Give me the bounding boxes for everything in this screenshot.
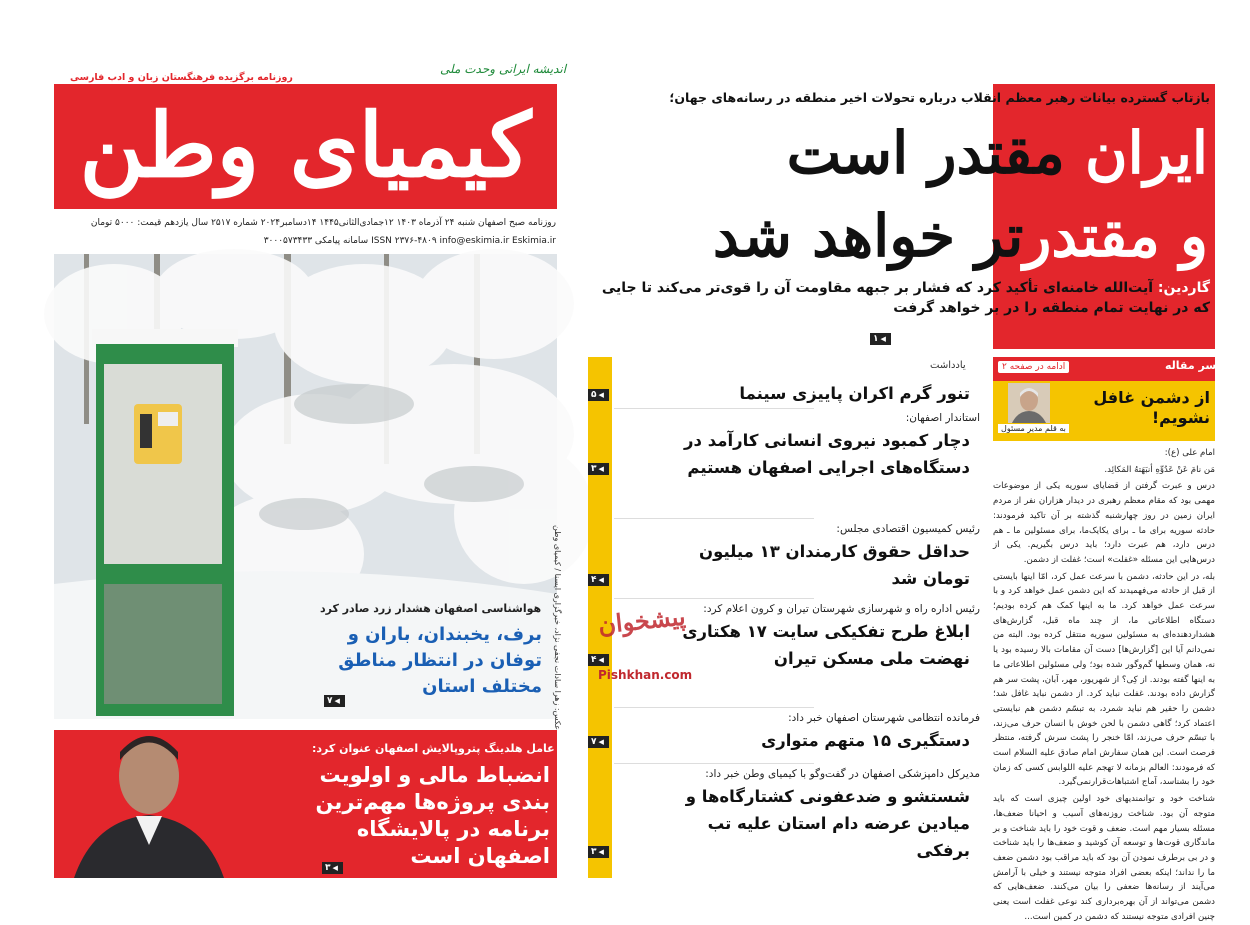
news-item-headline[interactable]: ابلاغ طرح تفکیکی سایت ۱۷ هکتاری نهضت ملی مسکن تیران <box>682 622 970 668</box>
editorial-byline: به قلم مدیر مسئول <box>998 424 1069 433</box>
news-item-headline[interactable]: دچار کمبود نیروی انسانی کارآمد در دستگاه‌های اجرایی اصفهان هستیم <box>684 431 970 477</box>
editorial-paragraph: امام علی (ع): <box>1164 448 1215 458</box>
editorial-body <box>993 446 1215 922</box>
news-item-headline[interactable]: حداقل حقوق کارمندان ۱۳ میلیون تومان شد <box>699 542 970 588</box>
news-item-kicker: رئیس اداره راه و شهرسازی شهرستان تیران و کرون اعلام کرد: <box>703 603 980 615</box>
news-divider <box>614 598 814 599</box>
watermark-logo: پیشخوان <box>596 601 687 640</box>
masthead-tagline: روزنامه برگزیده فرهنگستان زبان و ادب فارسی <box>70 72 293 83</box>
editorial-paragraph: شناخت خود و توانمندیهای خود اولین چیزی است که باید متوجه آن بود. شناخت روزنه‌های آسیب و احیانا ضعف‌ها، مسئله بسیار مهم است. ضعف و قوت خود را باید شناخت و بر ماندگاری قوت‌ها و توسعه آن کوشید و ضعف‌ها را باید شناخت و در بی برطرف نمودن آن بود که باید مراقب بود دشمن ضعف ما را نداند؛ اینکه بعضی افراد متوجه نیستند و خیلی با آرامش می‌آیند از رسانه‌ها ضعفی را بیان می‌کنند. ضعف‌هایی که دشمن می‌تواند از آن بهره‌برداری کند نوعی غفلت است یعنی چنین افرادی متوجه نیستند که دشمن در کمین است... <box>993 794 1215 922</box>
news-item-headline[interactable]: شستشو و ضدعفونی کشتارگاه‌ها و میادین عرضه دام استان علیه تب برفکی <box>685 787 970 860</box>
author-avatar <box>1008 383 1050 423</box>
lead-text: آیت‌الله خامنه‌ای تأکید کرد که فشار بر جبهه مقاومت آن را قوی‌تر می‌کند تا جایی که در نهایت تمام منطقه را در بر خواهد گرفت <box>601 280 1210 316</box>
news-item-kicker: رئیس کمیسیون اقتصادی مجلس: <box>836 523 980 535</box>
masthead-meta-line2: ISSN ۲۳۷۶-۴۸۰۹ info@eskimia.ir Eskimia.ir سامانه پیامکی ۳۰۰۰۵۷۳۴۳۳ <box>263 236 556 246</box>
bottom-story-kicker: مدیر عامل هلدینگ پتروپالایش اصفهان عنوان کرد: <box>312 742 583 755</box>
news-divider <box>614 408 814 409</box>
masthead-title: کیمیای وطن <box>79 93 532 197</box>
news-item[interactable] <box>591 412 980 481</box>
masthead-slogan: اندیشه ایرانی وحدت ملی <box>440 62 567 76</box>
main-headline-line2-white: و مقتدر <box>1023 202 1208 270</box>
main-headline-line1-white: ایران <box>1085 119 1208 187</box>
news-item-kicker: مدیرکل دامپزشکی اصفهان در گفت‌وگو با کیمیای وطن خبر داد: <box>705 768 980 780</box>
news-item-headline[interactable]: تنور گرم اکران پاییزی سینما <box>739 384 970 403</box>
watermark-url: Pishkhan.com <box>598 668 693 682</box>
main-headline-line1[interactable] <box>658 118 1208 188</box>
editorial-label: سر مقاله <box>1165 359 1217 372</box>
news-item-kicker: استاندار اصفهان: <box>905 412 980 424</box>
news-item-kicker: فرمانده انتظامی شهرستان اصفهان خبر داد: <box>788 712 980 724</box>
photo-story-headline[interactable]: برف، یخبندان، باران و توفان در انتظار مناطق مختلف استان <box>338 624 542 697</box>
masthead-meta-line1: روزنامه صبح اصفهان شنبه ۲۴ آذرماه ۱۴۰۳ ۱۲جمادی‌الثانی۱۴۴۵ ۱۴دسامبر۲۰۲۴ شماره ۲۵۱۷ سال یازدهم قیمت: ۵۰۰۰ تومان <box>90 218 556 228</box>
photo-credit: عکس: زهرا سادات نجفی نژاد، خبرگزاری ایسنا / کیمیای وطن <box>553 524 562 730</box>
news-item-page[interactable]: ◀ ۴ <box>588 654 609 666</box>
bottom-story-headline[interactable]: انضباط مالی و اولویت بندی پروژه‌ها مهم‌ترین برنامه در پالایشگاه اصفهان است <box>315 763 550 868</box>
news-item[interactable] <box>591 768 980 864</box>
news-item-headline[interactable]: دستگیری ۱۵ متهم متواری <box>761 731 970 750</box>
main-headline-line1-black: مقتدر است <box>786 119 1065 187</box>
portrait-photo <box>54 710 234 858</box>
news-item-page[interactable]: ◀ ۳ <box>588 463 609 475</box>
main-headline-line2[interactable] <box>590 200 1208 272</box>
editorial-title[interactable]: از دشمن غافل نشویم! <box>1093 388 1210 427</box>
column-label: یادداشت <box>930 360 966 371</box>
main-story-page-badge[interactable]: ◀ ۱ <box>870 326 891 345</box>
main-headline-line2-black: تر خواهد شد <box>712 202 1024 270</box>
news-divider <box>614 707 814 708</box>
news-item[interactable] <box>591 712 980 754</box>
lead-source-label: گاردین: <box>1157 280 1210 296</box>
news-divider <box>614 518 814 519</box>
news-item-page[interactable]: ◀ ۵ <box>588 389 609 401</box>
editorial-paragraph: بله، در این حادثه، دشمن با سرعت عمل کرد، امّا اینها بایستی از قبل از حادثه می‌فهمیدند که این دشمن عمل خواهد کرد و با سرعت عمل خواهد کرد. ما به اینها کمک هم کرده بودیم؛ دستگاه اطلاعاتی ما، از چند ماه قبل، گزارش‌های هشداردهنده‌ای به مسئولین سوریه منتقل کرده بود. البته من نمی‌دانم آیا این [گزارش‌ها] دست آن مقامات بالا رسیده بود یا نه، همان وسطها گم‌وگور شده بود؛ ولی مسئولین اطلاعاتی ما به اینها گفته بودند. از کِی؟ از شهریور، مهر، آبان، پشت سر هم گزارش داده بودند. غفلت نباید کرد. از دشمن نباید غافل شد؛ دشمن را حقیر هم نباید شمرد، به تبسّم دشمن هم نبایستی اعتماد کرد؛ گاهی دشمن با لحن خوش با انسان حرف می‌زند، با تبسّم حرف می‌زند، امّا خنجر را پشت سرش گرفته، منتظر فرصت است. این همان سفارش امام صادق علیه السلام است که فرمودند: العالم بزمانه لا تهجم علیه اللوابس کسی که زمان خود را بشناسد، آماج اشتباهات‌قرار‌نمی‌گیرد. <box>993 571 1215 788</box>
masthead <box>54 84 557 209</box>
editorial-paragraph: مَن نامَ عَنْ عَدُوِّهِ أنبَهَتهُ المَکائِد. <box>1104 464 1215 475</box>
bottom-story-page-badge[interactable]: ◀ ۳ <box>322 855 343 874</box>
news-item-page[interactable]: ◀ ۴ <box>588 574 609 586</box>
main-story-lead <box>600 278 1210 318</box>
news-item-page[interactable]: ◀ ۳ <box>588 846 609 858</box>
news-item[interactable] <box>591 523 980 592</box>
photo-story-kicker: هواشناسی اصفهان هشدار زرد صادر کرد <box>320 602 542 615</box>
author-avatar-illustration <box>1008 383 1050 423</box>
news-item[interactable] <box>591 377 980 407</box>
news-item-page[interactable]: ◀ ۷ <box>588 736 609 748</box>
editorial-paragraph: درس و عبرت گرفتن از قضایای سوریه یکی از موضوعات مهمی بود که مقام معظم رهبری در دیدار هزاران نفر از مردم ایران زمین در روز چهارشنبه گذشته بر آن تاکید فرمودند: حادثه سوریه برای ما ـ برای یکایک‌ما، برای مسئولین ما ـ هم درس دارد، هم عبرت دارد؛ باید درس بگیریم. یکی از درس‌هایی این مسئله «غفلت» است؛ غفلت از دشمن. <box>993 481 1215 565</box>
photo-story-page-badge[interactable]: ◀ ۷ <box>324 688 345 707</box>
editorial-continued[interactable]: ادامه در صفحه ۲ <box>998 361 1069 373</box>
main-story-kicker: بازتاب گسترده بیانات رهبر معظم انقلاب درباره تحولات اخیر منطقه در رسانه‌های جهان؛ <box>669 90 1210 105</box>
news-divider <box>614 763 814 764</box>
